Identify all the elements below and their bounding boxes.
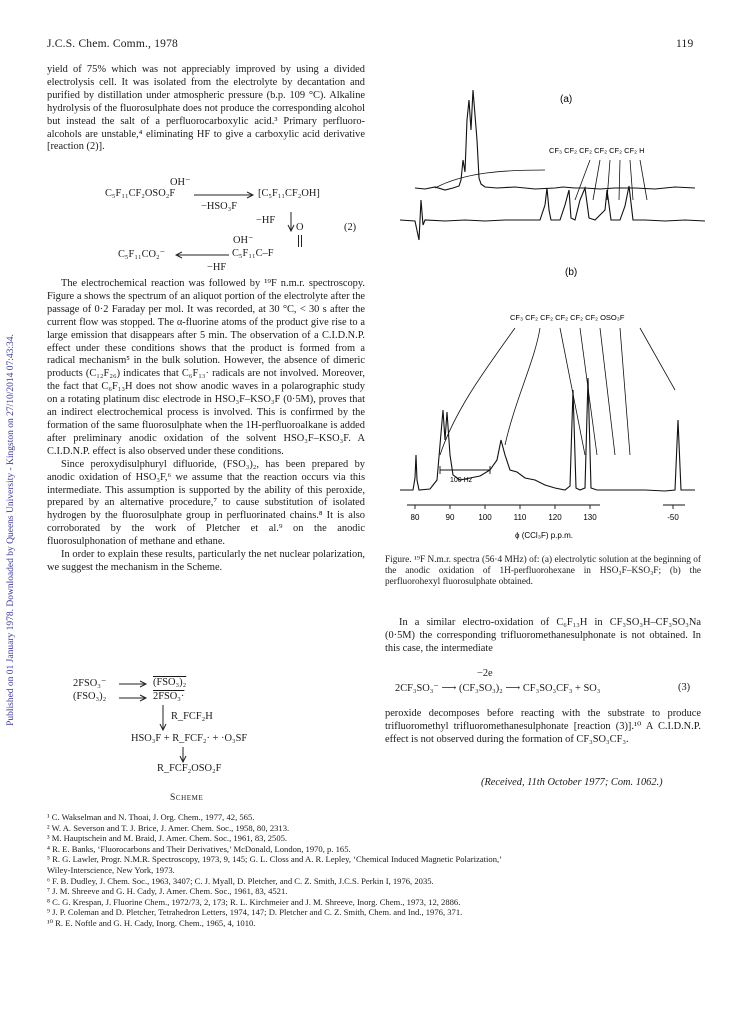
reactant: C₅F₁₁CF₂OSO₂F (105, 188, 176, 199)
axis-tick-label: -50 (667, 513, 679, 522)
figure-caption: Figure. ¹⁹F N.m.r. spectra (56·4 MHz) of: (a) electrolytic solution at the beginning of the anodic oxidation of 1H-perfluorohexane in HSO₃F–KSO₃F; (b) the perfluorohexyl fluorosulphate obtained. (385, 555, 701, 587)
equation-number-3: (3) (678, 682, 691, 693)
structure-b: CF₃ CF₂ CF₂ CF₂ CF₂ CF₂ OSO₃F (510, 313, 625, 322)
spectrum-a (415, 90, 695, 190)
intermediate: [C₅F₁₁CF₂OH] (258, 188, 320, 199)
axis-tick-label: 100 (478, 513, 492, 522)
byproduct: −HSO₃F (201, 201, 238, 212)
footnote: ⁶ F. B. Dudley, J. Chem. Soc., 1963, 3407; C. J. Myall, D. Pletcher, and C. Z. Smith, J.C.S. Perkin I, 1976, 2035. (47, 875, 434, 886)
scale-label: 100 Hz (450, 477, 473, 484)
axis-label: ϕ (CCl₃F) p.p.m. (515, 531, 573, 540)
reagent-oh: OH⁻ (170, 177, 191, 188)
axis-tick-label: 130 (583, 513, 597, 522)
scheme-product: R_FCF₂OSO₂F (157, 763, 222, 774)
reagent-oh-2: OH⁻ (233, 235, 254, 246)
oxygen-label: O (296, 222, 304, 233)
scheme-peroxide-2: (FSO₃)₂ (73, 691, 107, 702)
paragraph: In order to explain these results, particularly the net nuclear polarization, we suggest the mechanism in the Scheme. (47, 549, 365, 573)
axis-tick-label: 90 (445, 513, 455, 522)
axis-ticks (411, 505, 680, 522)
paragraph: Since peroxydisulphuryl difluoride, (FSO₃)₂, has been prepared by anodic oxidation of HSO₃F,⁶ we assume that the reaction occurs via this intermediate. This assumption is supported by the ability of this peroxide, prepared by an alternative procedure,⁷ to cause substitution of isolated hydrogen by the fluorosulphate group in perfluorinated chains.⁸ It is also corroborated by the work of Pletcher et al.⁹ on the anodic fluorosulphonation of methane and ethane. (47, 458, 365, 548)
scheme (47, 677, 365, 785)
spectrum-a-lower (400, 186, 705, 240)
scheme-down-arrow (159, 705, 167, 731)
footnote: ⁹ J. P. Coleman and D. Pletcher, Tetrahedron Letters, 1974, 147; D. Pletcher and C. Z. Smith, Chem. and Ind., 1976, 371. (47, 907, 463, 918)
acyl-fluoride: C₅F₁₁C–F (232, 248, 274, 259)
page-number: 119 (676, 38, 694, 50)
assignment-lines-b (440, 328, 675, 455)
minus-hf-2: −HF (207, 262, 227, 273)
footnote: ¹ C. Wakselman and N. Thoai, J. Org. Chem., 1977, 42, 565. (47, 812, 255, 822)
down-arrow (287, 212, 295, 232)
scheme-arrow (119, 693, 149, 703)
right-paragraph: In a similar electro-oxidation of C₆F₁₃H in CF₃SO₃H–CF₃SO₃Na (0·5M) the corresponding trifluoromethanesulphonate is not obtained. In this case, the intermediate (385, 617, 701, 654)
download-notice (3, 150, 19, 910)
axis-tick-label: 80 (410, 513, 420, 522)
equation-number: (2) (344, 222, 357, 233)
footnote: ² W. A. Severson and T. J. Brice, J. Amer. Chem. Soc., 1958, 80, 2313. (47, 822, 290, 833)
axis-tick-label: 120 (548, 513, 562, 522)
paragraph: The electrochemical reaction was followed by ¹⁹F n.m.r. spectroscopy. Figure a shows the spectrum of an aliquot portion of the electrolyte after the passage of 0·2 Faraday per mol. It was recorded, at 30 °C, < 30 s after the current flow was stopped. The α-fluorine atoms of the product give rise to a large emission that disappears after 5 min. The observation of a C.I.D.N.P. effect under these conditions shows that the product is formed from a radical mechanism⁵ in the bulk solution. However, the absence of dimeric products (C₁₂F₂₆) indicates that C₆F₁₃· radicals are not involved. Moreover, the fact that C₆F₁₃H does not show anodic waves in a polarographic study on a rotating platinum disc electrode in HSO₃F–KSO₃F (0·5M), proves that an indirect electrochemical process is involved. This is confirmed by the formation of the same fluorosulphate when the 1H-perfluoroalkane is added after preliminary anodic oxidation of the solvent HSO₃F–KSO₃F. A C.I.D.N.P. effect is also observed under these conditions. (47, 278, 365, 457)
footnotes (47, 812, 697, 929)
right-paragraph-2: peroxide decomposes before reacting with the substrate to produce trifluoromethyl trifluoromethanesulphonate [reaction (3)].¹⁰ A C.I.D.N.P. effect is not observed during the formation of CF₃SO₃CF₃. (385, 708, 701, 745)
scheme-substrate: R_FCF₂H (171, 711, 213, 722)
scheme-arrow (119, 679, 149, 689)
nmr-figure (385, 60, 715, 568)
carboxylate: C₅F₁₁CO₂⁻ (118, 249, 166, 260)
journal-header: J.C.S. Chem. Comm., 1978 (47, 38, 178, 50)
received-note: (Received, 11th October 1977; Com. 1062.) (481, 777, 663, 788)
reaction-2 (47, 174, 365, 274)
scheme-fso3: 2FSO₃⁻ (73, 678, 107, 689)
paragraph: yield of 75% which was not appreciably improved by using a divided electrolysis cell. It was isolated from the electrolyte by decantation and purified by distillation under atmospheric pressure (b.p. 109 °C). Alkaline hydrolysis of the fluorosulphate does not produce the corresponding alcohol but instead the salt of a perfluorocarboxylic acid.³ Primary perfluoro-alcohols are unstable,⁴ eliminating HF to give a carboxylic acid derivative [reaction (2)]. (47, 64, 365, 153)
footnote: ⁵ R. G. Lawler, Progr. N.M.R. Spectroscopy, 1973, 9, 145; G. L. Closs and A. R. Lepley, ‘Chemical Induced Magnetic Polarization,’ (47, 854, 503, 865)
footnote: ⁸ C. G. Krespan, J. Fluorine Chem., 1972/73, 2, 173; R. L. Kirchmeier and J. M. Shreeve, Inorg. Chem., 1973, 12, 2886. (47, 896, 461, 907)
spectrum-b-label: (b) (565, 267, 578, 278)
download-notice-text: Published on 01 January 1978. Downloaded by Queens University - Kingston on 27/10/2014 07:43:34. (6, 334, 16, 726)
footnote: ³ M. Hauptschein and M. Braid, J. Amer. Chem. Soc., 1961, 83, 2505. (47, 833, 288, 844)
assignment-line (435, 170, 545, 188)
reaction-3-text: 2CF₃SO₃⁻ ⟶ (CF₃SO₃)₂ ⟶ CF₃SO₃CF₃ + SO₃ (395, 683, 601, 694)
spectrum-a-label: (a) (560, 94, 573, 105)
scheme-radical: 2FSO₃· (153, 691, 185, 702)
left-column-body (47, 278, 365, 575)
footnote: ⁴ R. E. Banks, ‘Fluorocarbons and Their Derivatives,’ McDonald, London, 1970, p. 165. (47, 843, 351, 854)
scheme-caption: Scheme (170, 793, 204, 803)
footnote: Wiley-Interscience, New York, 1973. (47, 864, 175, 875)
scheme-down-arrow (179, 747, 187, 763)
left-column-intro (47, 64, 365, 154)
double-bond (297, 235, 303, 247)
reaction-3 (385, 668, 701, 696)
reaction-arrow (194, 190, 258, 200)
minus-hf: −HF (256, 215, 276, 226)
scheme-products: HSO₃F + R_FCF₂· + ·O₃SF (131, 733, 248, 744)
reaction-arrow-left (175, 250, 231, 260)
scheme-peroxide: (FSO₃)₂ (153, 677, 187, 688)
structure-a: CF₃ CF₂ CF₂ CF₂ CF₂ CF₂ H (549, 146, 645, 155)
spectrum-b (400, 378, 695, 491)
axis-tick-label: 110 (513, 513, 527, 522)
footnote: ¹⁰ R. E. Noftle and G. H. Cady, Inorg. Chem., 1965, 4, 1010. (47, 917, 256, 928)
electron-loss: −2e (477, 668, 493, 679)
footnote: ⁷ J. M. Shreeve and G. H. Cady, J. Amer. Chem. Soc., 1961, 83, 4521. (47, 886, 288, 897)
